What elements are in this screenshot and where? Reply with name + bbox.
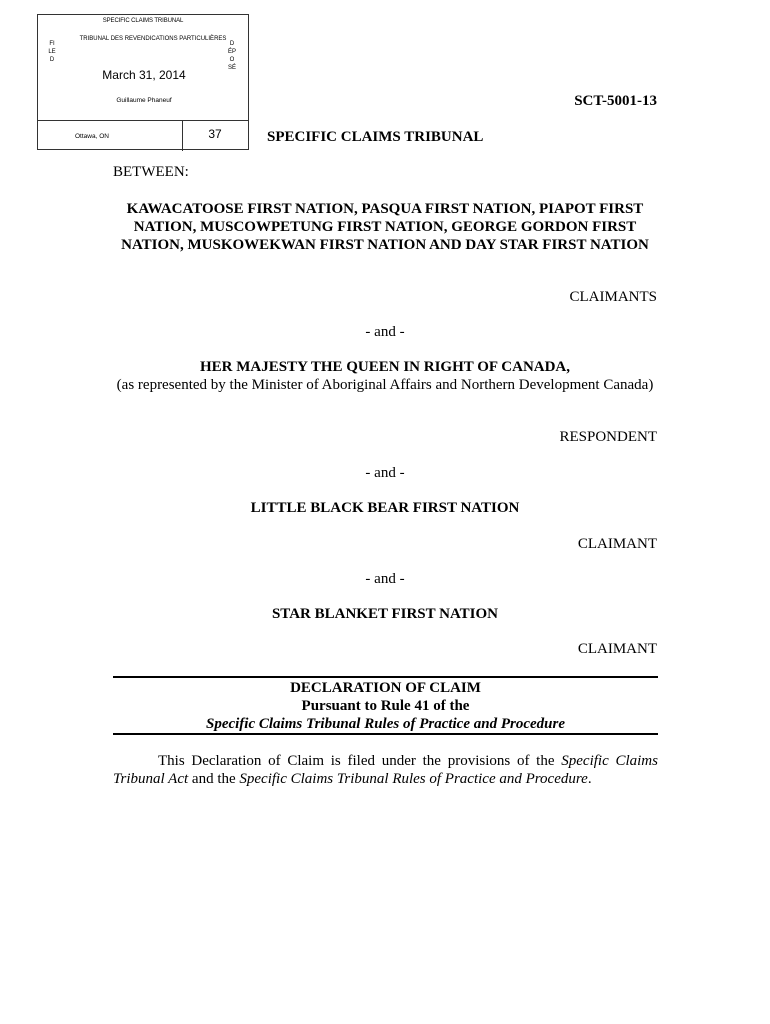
bottom-rule — [113, 733, 658, 735]
declaration-heading — [113, 679, 658, 733]
declaration-title: DECLARATION OF CLAIM — [290, 680, 481, 696]
claimants-names: KAWACATOOSE FIRST NATION, PASQUA FIRST NATION, PIAPOT FIRST NATION, MUSCOWPETUNG FIRST NATION, GEORGE GORDON FIRST NATION, MUSKOWEKWAN FIRST NATION AND DAY STAR FIRST NATION — [121, 201, 649, 253]
filing-stamp — [37, 14, 249, 150]
para-text-3: . — [587, 771, 592, 787]
stamp-city: Ottawa, ON — [75, 133, 109, 140]
intro-paragraph — [113, 752, 658, 788]
claimants-role: CLAIMANTS — [569, 289, 657, 305]
declaration-rules: Specific Claims Tribunal Rules of Practice and Procedure — [205, 716, 565, 732]
para-text-2: and the — [188, 771, 240, 787]
para-rules-title: Specific Claims Tribunal Rules of Practice and Procedure — [239, 771, 588, 787]
stamp-depose-vertical: DÉPOSÉ — [228, 41, 237, 71]
top-rule — [113, 676, 658, 678]
file-number: SCT-5001-13 — [574, 93, 657, 109]
claimant-role-2: CLAIMANT — [577, 536, 657, 552]
stamp-filed-vertical: FILED — [48, 41, 56, 63]
stamp-upper-section — [38, 15, 248, 120]
para-act-title: Specific Claims Tribunal Act — [113, 753, 658, 787]
stamp-french-title: TRIBUNAL DES REVENDICATIONS PARTICULIÈRES — [79, 36, 227, 42]
stamp-title: SPECIFIC CLAIMS TRIBUNAL — [102, 18, 184, 24]
and-separator-1: - and - — [365, 324, 405, 340]
tribunal-heading: SPECIFIC CLAIMS TRIBUNAL — [267, 129, 484, 145]
and-separator-2: - and - — [365, 465, 405, 481]
stamp-number: 37 — [208, 127, 222, 141]
and-separator-3: - and - — [365, 571, 405, 587]
para-text-1: This Declaration of Claim is filed under the provisions of the — [158, 753, 562, 769]
claimant-little-black-bear: LITTLE BLACK BEAR FIRST NATION — [250, 500, 520, 516]
stamp-date: March 31, 2014 — [102, 68, 186, 82]
stamp-signatory: Guillaume Phaneuf — [116, 97, 172, 104]
claimant-role-3: CLAIMANT — [577, 641, 657, 657]
declaration-subtitle: Pursuant to Rule 41 of the — [301, 698, 470, 714]
between-label: BETWEEN: — [113, 164, 189, 180]
respondent-role: RESPONDENT — [559, 429, 657, 445]
respondent-name: HER MAJESTY THE QUEEN IN RIGHT OF CANADA, — [199, 359, 571, 375]
claimant-star-blanket: STAR BLANKET FIRST NATION — [271, 606, 499, 622]
respondent-note: (as represented by the Minister of Aboriginal Affairs and Northern Development Canada) — [116, 377, 654, 393]
stamp-lower-section — [38, 120, 248, 151]
